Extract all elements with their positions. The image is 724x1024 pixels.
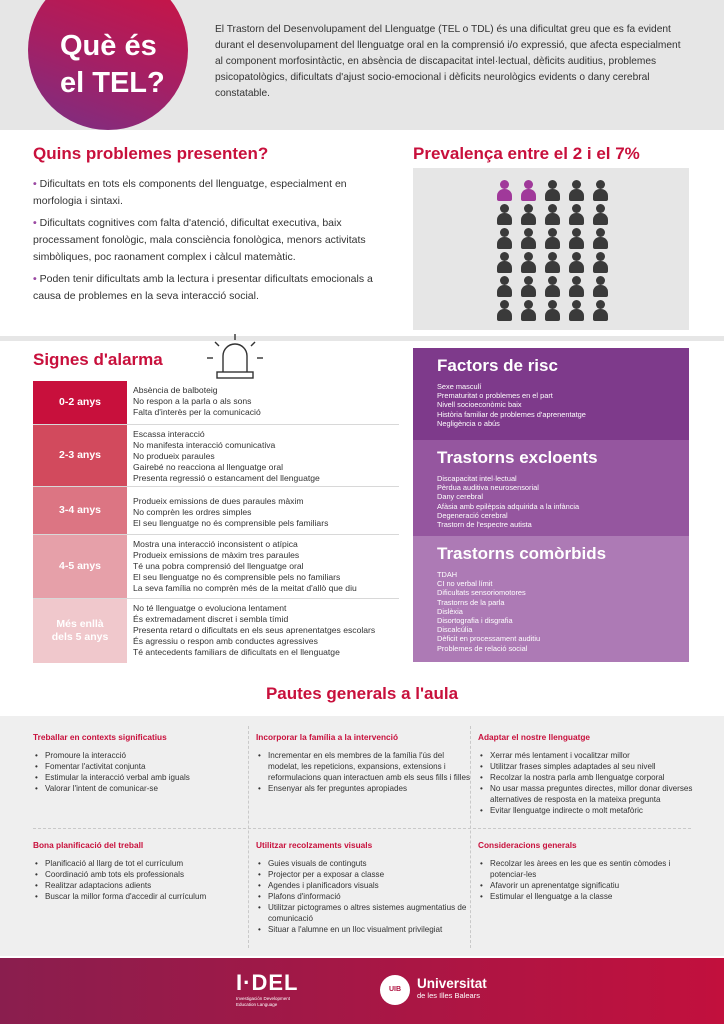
uib-seal-icon: UIB [380,975,410,1005]
alarm-row [33,487,399,535]
footer [0,958,724,1024]
problems-list [33,176,373,310]
age-label: 2-3 anys [33,425,127,486]
person-icon [496,204,513,225]
idel-logo: I·DEL Investigación Development Education Language [236,970,299,1007]
problem-item: • Dificultats en tots els components del llenguatge, especialment en morfologia i sintaxi. [33,178,347,207]
person-icon [520,300,537,321]
comorbid-disorders-panel: Trastorns comòrbids TDAH CI no verbal límit Dificultats sensoriomotores Trastorns de la parla Dislèxia Disortografia i disgrafia Discalcúlia Dèficit en processament auditiu Problemes de relació social [413,536,689,662]
age-label: Més enllà dels 5 anys [33,599,127,663]
alarm-signs: Produeix emissions de dues paraules màxim No comprèn les ordres simples El seu llenguatge no és comprensible pels familiars [133,496,329,528]
person-icon [520,252,537,273]
age-label: 3-4 anys [33,487,127,534]
person-icon [592,204,609,225]
alarm-row [33,425,399,487]
page-title: Què és el TEL? [60,30,165,99]
person-icon [568,228,585,249]
uib-logo: Universitat de les Illes Balears [417,976,487,1000]
age-label: 0-2 anys [33,381,127,424]
person-icon [520,228,537,249]
problem-item: • Poden tenir dificultats amb la lectura i presentar dificultats emocionals a causa de problemes en la seva interacció social. [33,273,373,302]
person-icon [544,300,561,321]
intro-text: El Trastorn del Desenvolupament del Llenguatge (TEL o TDL) és una dificultat greu que es fa evident durant el desenvolupament del llenguatge oral en la comprensió i/o expressió, que afecta especialment al component morfosintàctic, en absència de discapacitat intel·lectual, dèficits auditius, problemes psicopatològics, dificultats d'ajust socio-emocional i dèficits neurològics evidents o dany cerebral constatable. [215,24,681,99]
pautes-column: Consideracions generals • Recolzar les àrees en les que es sentin còmodes i potenciar-les • Afavorir un aprenentatge significatiu • Estimular el llenguatge a la classe [478,840,693,902]
alarm-signs: Escassa interacció No manifesta interacció comunicativa No produeix paraules Gairebé no reacciona al llenguatge oral Presenta regressió o estancament del llenguatge [133,429,320,483]
risk-factors-panel: Factors de risc Sexe masculí Prematuritat o problemes en el part Nivell socioeconòmic baix Història familiar de problemes d'aprenentatge Negligència o abús [413,348,689,440]
person-icon [568,204,585,225]
person-icon [544,228,561,249]
excluding-disorders-panel: Trastorns excloents Discapacitat intel·lectual Pèrdua auditiva neurosensorial Dany cerebral Afàsia amb epilèpsia adquirida a la infància Degeneració cerebral Trastorn de l'espectre autista [413,440,689,536]
problem-item: • Dificultats cognitives com falta d'atenció, dificultat executiva, baix processament fonològic, mala consciència fonològica, menors activitats simbòliques, poc raonament complex i càlcul matemàtic. [33,217,366,263]
column-divider [470,726,471,948]
person-icon [496,228,513,249]
pautes-section [0,716,724,956]
alarm-row [33,599,399,663]
person-icon [568,252,585,273]
alarm-table [33,381,399,663]
row-divider [33,828,691,829]
person-icon [568,276,585,297]
divider-band [0,336,724,341]
pautes-column: Incorporar la família a la intervenció • Incrementar en els membres de la família l'ús del modelat, les repeticions, expansions, extensions i reformulacions quan interactuen amb els seus fills i filles • Ensenyar als fer preguntes apropiades [256,732,471,794]
column-divider [248,726,249,948]
prevalence-title: Prevalença entre el 2 i el 7% [413,144,640,163]
person-icon [568,300,585,321]
alarm-signs: No té llenguatge o evoluciona lentament És extremadament discret i sembla tímid Presenta retard o dificultats en els seus aprenentatges escolars És agressiu o respon amb conductes agressives Té antecedents familiars de dificultats en el llenguatge [133,603,376,657]
prevalence-box [413,168,689,330]
person-icon [496,276,513,297]
person-icon [544,252,561,273]
siren-icon [205,332,265,380]
person-icon [592,300,609,321]
alarm-title: Signes d'alarma [33,350,163,369]
age-label: 4-5 anys [33,535,127,598]
person-icon [496,180,513,201]
pautes-column: Adaptar el nostre llenguatge • Xerrar més lentament i vocalitzar millor • Utilitzar frases simples adaptades al seu nivell • Recolzar la nostra parla amb llenguatge corporal • No usar massa preguntes directes, millor donar diverses alternatives de resposta en la mateixa pregunta • Evitar llenguatge indirecte o molt metafòric [478,732,693,816]
person-icon [544,204,561,225]
person-icon [592,252,609,273]
alarm-signs: Absència de balboteig No respon a la parla o als sons Falta d'interès per la comunicació [133,385,261,417]
header [0,0,724,130]
alarm-row [33,381,399,425]
person-icon [520,180,537,201]
person-icon [496,300,513,321]
person-icon [520,276,537,297]
problems-title: Quins problemes presenten? [33,144,269,163]
person-icon [568,180,585,201]
person-icon [520,204,537,225]
pautes-column: Bona planificació del treball • Planificació al llarg de tot el currículum • Coordinació amb tots els professionals • Realitzar adaptacions adients • Buscar la millor forma d'accedir al currículum [33,840,248,902]
pautes-title: Pautes generals a l'aula [265,684,459,703]
alarm-signs: Mostra una interacció inconsistent o atípica Produeix emissions de màxim tres paraules Té una pobra comprensió del llenguatge oral El seu llenguatge no és comprensible pels no familiars La seva família no comprèn més de la meitat d'allò que diu [133,539,357,593]
alarm-row [33,535,399,599]
person-icon [592,228,609,249]
pautes-column: Treballar en contexts significatius • Promoure la interacció • Fomentar l'activitat conjunta • Estimular la interacció verbal amb iguals • Valorar l'intent de comunicar-se [33,732,248,794]
person-icon [592,180,609,201]
person-icon [544,180,561,201]
person-icon [496,252,513,273]
person-icon [544,276,561,297]
pautes-column: Utilitzar recolzaments visuals • Guies visuals de continguts • Projector per a exposar a classe • Agendes i planificadors visuals • Plafons d'informació • Utilitzar pictogrames o altres sistemes augmentatius de comunicació • Situar a l'alumne en un lloc visualment privilegiat [256,840,471,935]
person-icon [592,276,609,297]
